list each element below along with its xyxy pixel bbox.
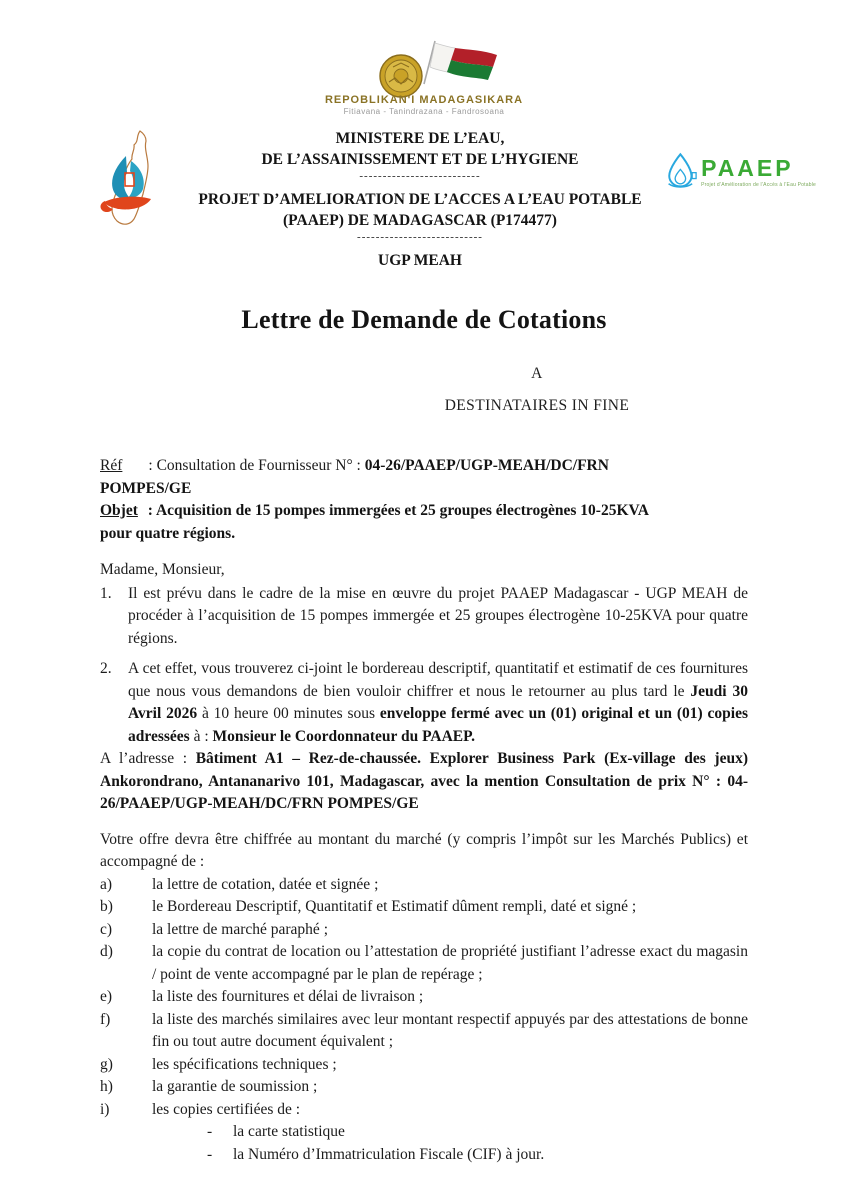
requirement-item-f — [100, 1009, 748, 1054]
dash-bullet: - — [207, 1123, 213, 1140]
req-text: la liste des fournitures et délai de livraison ; — [152, 988, 424, 1005]
req-text: les copies certifiées de : — [152, 1100, 301, 1118]
numbered-item-2 — [100, 658, 748, 748]
water-drop-icon — [664, 142, 698, 202]
requirement-item-g — [100, 1054, 748, 1077]
divider-dashes: --------------------------- — [357, 231, 483, 243]
page-title: Lettre de Demande de Cotations — [241, 305, 607, 334]
objet-sep: : — [147, 502, 153, 519]
address-paragraph — [100, 748, 748, 816]
item2-seg1: A cet effet, vous trouverez ci-joint le bordereau descriptif, quantitatif et estimatif de ces fournitures que nous vous demandons de bien vouloir chiffrer et nous le retourner au plus tard le — [128, 660, 748, 700]
address-prefix: A l’adresse : — [100, 750, 196, 767]
req-text: la copie du contrat de location ou l’attestation de propriété justifiant l’adresse exact du magasin / point de vente accompagné par le plan de repérage ; — [152, 943, 748, 983]
requirement-item-c — [100, 919, 748, 942]
objet-label: Objet — [100, 502, 138, 519]
item1-number: 1. — [100, 584, 112, 602]
req-label: h) — [100, 1078, 113, 1095]
sub-item-cif — [207, 1144, 748, 1167]
recipient-destinataires: DESTINATAIRES IN FINE — [444, 397, 630, 414]
requirement-item-h — [100, 1076, 748, 1099]
emblem-title: REPOBLIKAN'I MADAGASIKARA — [324, 94, 524, 106]
item2-seg2: à 10 heure 00 minutes sous — [197, 705, 380, 722]
requirement-item-a — [100, 874, 748, 897]
req-label: f) — [100, 1010, 111, 1028]
address-bold: Bâtiment A1 – Rez-de-chaussée. Explorer Business Park (Ex-village des jeux) Ankorondrano, Antananarivo 101, Madagascar, avec la mention Consultation de prix N° : 04-26/PAAEP/UGP-MEAH/DC/FRN POMPES/GE — [100, 750, 748, 812]
madagascar-emblem-icon — [335, 40, 513, 98]
paaep-logo-text: PAAEP — [701, 155, 794, 181]
unit-name: UGP MEAH — [378, 252, 462, 269]
divider-dashes: -------------------------- — [359, 170, 481, 182]
project-line1: PROJET D’AMELIORATION DE L’ACCES A L’EAU POTABLE — [198, 191, 642, 208]
item2-envelope: enveloppe fermé avec un (01) original et un (01) copies adressées — [128, 705, 748, 745]
req-label: a) — [100, 875, 113, 893]
ref-number-line2: POMPES/GE — [100, 479, 192, 497]
ministry-logo-icon — [76, 128, 176, 237]
req-text: les spécifications techniques ; — [152, 1055, 337, 1073]
paaep-logo — [664, 142, 816, 202]
item1-text: Il est prévu dans le cadre de la mise en œuvre du projet PAAEP Madagascar - UGP MEAH de procéder à l’acquisition de 15 pompes immergée et 25 groupes électrogène 10-25KVA pour quatre régions. — [128, 584, 748, 647]
req-text: la lettre de cotation, datée et signée ; — [152, 875, 379, 893]
item2-seg3: à : — [189, 727, 213, 745]
ministry-line1: MINISTERE DE L’EAU, — [335, 130, 505, 147]
recipient-block — [327, 365, 747, 415]
req-label: e) — [100, 988, 113, 1005]
item2-text — [128, 658, 748, 748]
objet-line1: Acquisition de 15 pompes immergées et 25 groupes électrogènes 10-25KVA — [155, 502, 649, 519]
ministry-line2: DE L’ASSAINISSEMENT ET DE L’HYGIENE — [261, 151, 579, 168]
offer-paragraph: Votre offre devra être chiffrée au montant du marché (y compris l’impôt sur les Marchés Publics) et accompagné de : — [100, 830, 748, 870]
salutation: Madame, Monsieur, — [100, 561, 225, 578]
req-text: le Bordereau Descriptif, Quantitatif et Estimatif dûment rempli, daté et signé ; — [152, 898, 637, 915]
subject-line — [100, 500, 748, 545]
sub-item-carte-statistique — [207, 1121, 748, 1144]
requirement-item-d — [100, 941, 748, 986]
sub-item-text: la Numéro d’Immatriculation Fiscale (CIF) à jour. — [233, 1145, 545, 1163]
sub-item-text: la carte statistique — [233, 1123, 345, 1140]
ref-prefix: : Consultation de Fournisseur N° : — [148, 457, 361, 474]
letterhead — [0, 128, 848, 271]
numbered-item-1 — [100, 583, 748, 651]
ministry-heading — [176, 128, 664, 271]
paaep-logo-tagline: Projet d’Amélioration de l’Accès à l’Eau Potable — [701, 182, 816, 188]
dash-bullet: - — [207, 1145, 213, 1163]
req-label: g) — [100, 1055, 113, 1073]
req-text: la lettre de marché paraphé ; — [152, 920, 328, 938]
req-label: d) — [100, 943, 113, 960]
project-line2: (PAAEP) DE MADAGASCAR (P174477) — [283, 212, 557, 229]
ref-label: Réf — [100, 457, 123, 474]
recipient-to: A — [531, 365, 543, 382]
req-label: c) — [100, 920, 113, 938]
reference-line — [100, 455, 748, 500]
requirement-item-b — [100, 896, 748, 919]
item2-addressee: Monsieur le Coordonnateur du PAAEP. — [212, 727, 476, 745]
letter-body — [100, 455, 748, 1166]
ref-number-line1: 04-26/PAAEP/UGP-MEAH/DC/FRN — [364, 457, 609, 474]
requirement-item-e — [100, 986, 748, 1009]
emblem-motto: Fitiavana - Tanindrazana - Fandrosoana — [343, 107, 505, 116]
item2-deadline: Jeudi 30 Avril 2026 — [128, 682, 748, 722]
req-text: la liste des marchés similaires avec leur montant respectif appuyés par des attestations de bonne fin ou tout autre document équivalent ; — [152, 1010, 748, 1050]
requirement-item-i — [100, 1099, 748, 1122]
objet-line2: pour quatre régions. — [100, 524, 236, 542]
req-label: b) — [100, 898, 113, 915]
item2-number: 2. — [100, 660, 112, 677]
req-text: la garantie de soumission ; — [152, 1078, 318, 1095]
req-label: i) — [100, 1100, 110, 1118]
madagascar-emblem — [0, 40, 848, 116]
